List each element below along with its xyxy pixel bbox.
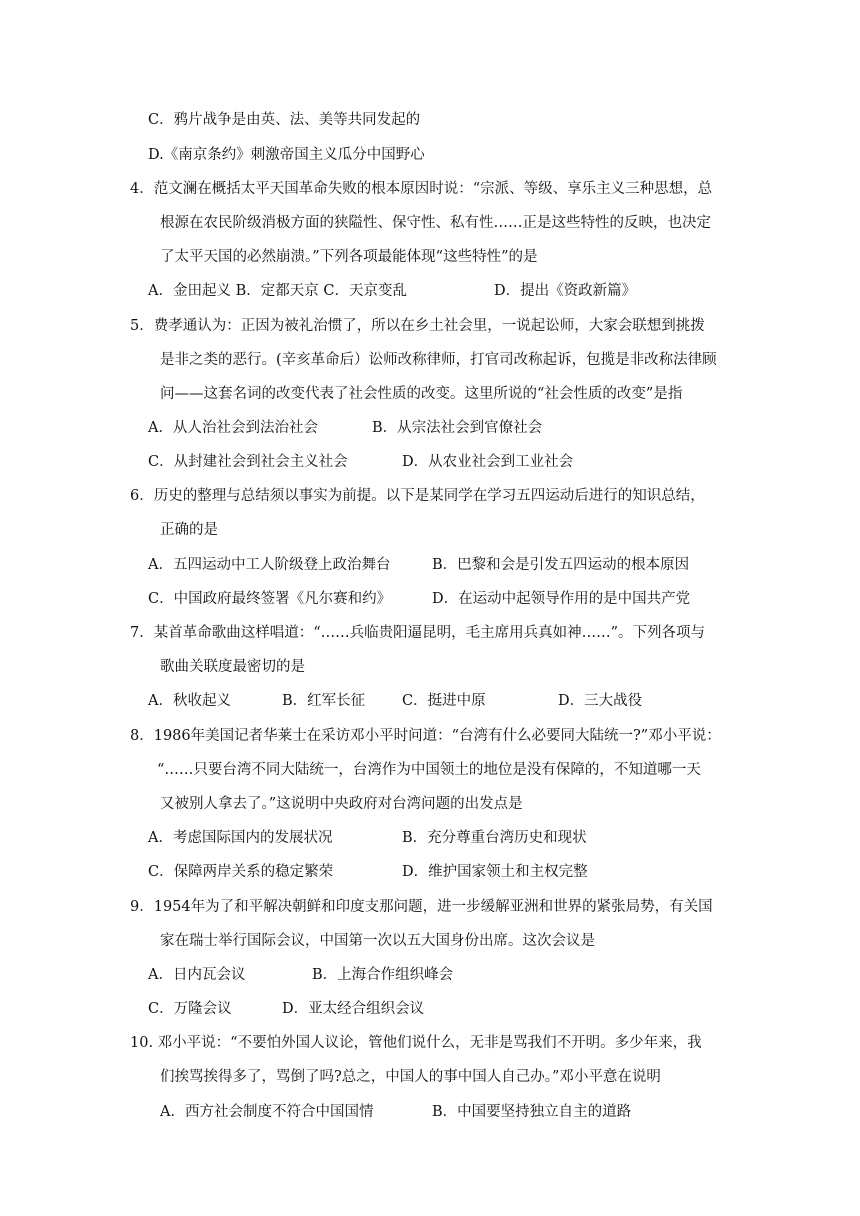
q8-option-a: A．考虑国际国内的发展状况 bbox=[148, 830, 333, 846]
q9-stem-line-1: 9．1954年为了和平解决朝鲜和印度支那问题，进一步缓解亚洲和世界的紧张局势，有关国 bbox=[130, 899, 713, 915]
q9-option-a: A．日内瓦会议 bbox=[148, 967, 246, 983]
q6-stem-line-1: 6．历史的整理与总结须以事实为前提。以下是某同学在学习五四运动后进行的知识总结， bbox=[130, 488, 705, 504]
q9-option-b: B．上海合作组织峰会 bbox=[312, 967, 454, 983]
q7-option-b: B．红军长征 bbox=[282, 693, 366, 709]
q7-option-a: A．秋收起义 bbox=[148, 693, 231, 709]
q10-option-a: A．西方社会制度不符合中国国情 bbox=[160, 1104, 374, 1120]
q5-option-d: D．从农业社会到工业社会 bbox=[402, 454, 574, 470]
q3-option-d: D.《南京条约》刺激帝国主义瓜分中国野心 bbox=[148, 147, 425, 163]
q5-option-b: B．从宗法社会到官僚社会 bbox=[372, 420, 543, 436]
q5-stem-line-1: 5．费孝通认为：正因为被礼治惯了，所以在乡土社会里，一说起讼师，大家会联想到挑拨 bbox=[130, 318, 705, 334]
q8-option-b: B．充分尊重台湾历史和现状 bbox=[402, 830, 587, 846]
q10-option-b: B．中国要坚持独立自主的道路 bbox=[432, 1104, 632, 1120]
q4-stem-line-3: 了太平天国的必然崩溃。”下列各项最能体现“这些特性”的是 bbox=[160, 249, 538, 265]
q6-stem-line-2: 正确的是 bbox=[160, 522, 218, 538]
q6-option-d: D．在运动中起领导作用的是中国共产党 bbox=[432, 591, 691, 607]
q7-option-d: D．三大战役 bbox=[558, 693, 643, 709]
q3-option-c: C．鸦片战争是由英、法、美等共同发起的 bbox=[148, 112, 421, 128]
q5-option-a: A．从人治社会到法治社会 bbox=[148, 420, 318, 436]
q8-stem-line-2: “……只要台湾不同大陆统一，台湾作为中国领土的地位是没有保障的，不知道哪一天 bbox=[157, 762, 701, 778]
q9-option-c: C．万隆会议 bbox=[148, 1001, 232, 1017]
q10-stem-line-1: 10. 邓小平说：“不要怕外国人议论，管他们说什么，无非是骂我们不开明。多少年来，我 bbox=[130, 1035, 702, 1051]
q4-option-d: D．提出《资政新篇》 bbox=[494, 283, 637, 299]
q8-option-d: D．维护国家领土和主权完整 bbox=[402, 864, 588, 880]
q8-option-c: C．保障两岸关系的稳定繁荣 bbox=[148, 864, 334, 880]
q7-stem-line-2: 歌曲关联度最密切的是 bbox=[160, 659, 305, 675]
q6-option-b: B．巴黎和会是引发五四运动的根本原因 bbox=[432, 557, 690, 573]
q5-stem-line-3: 问——这套名词的改变代表了社会性质的改变。这里所说的“社会性质的改变”是指 bbox=[160, 386, 683, 402]
q5-stem-line-2: 是非之类的恶行。(辛亥革命后）讼师改称律师，打官司改称起诉，包揽是非改称法律顾 bbox=[160, 352, 717, 368]
q6-option-a: A．五四运动中工人阶级登上政治舞台 bbox=[148, 557, 391, 573]
q7-option-c: C．挺进中原 bbox=[402, 693, 486, 709]
q4-stem-line-2: 根源在农民阶级消极方面的狭隘性、保守性、私有性……正是这些特性的反映，也决定 bbox=[160, 215, 711, 231]
q5-option-c: C．从封建社会到社会主义社会 bbox=[148, 454, 348, 470]
q8-stem-line-3: 又被别人拿去了。”这说明中央政府对台湾问题的出发点是 bbox=[160, 796, 523, 812]
q9-option-d: D．亚太经合组织会议 bbox=[282, 1001, 425, 1017]
q4-options-abc: A．金田起义 B．定都天京 C．天京变乱 bbox=[148, 283, 407, 299]
q9-stem-line-2: 家在瑞士举行国际会议，中国第一次以五大国身份出席。这次会议是 bbox=[160, 933, 595, 949]
q10-stem-line-2: 们挨骂挨得多了，骂倒了吗?总之，中国人的事中国人自己办。”邓小平意在说明 bbox=[160, 1069, 661, 1085]
q6-option-c: C．中国政府最终签署《凡尔赛和约》 bbox=[148, 591, 392, 607]
q7-stem-line-1: 7．某首革命歌曲这样唱道：“……兵临贵阳逼昆明，毛主席用兵真如神……”。下列各项与 bbox=[130, 625, 706, 641]
q4-stem-line-1: 4．范文澜在概括太平天国革命失败的根本原因时说：“宗派、等级、享乐主义三种思想，总 bbox=[130, 181, 713, 197]
q8-stem-line-1: 8．1986年美国记者华莱士在采访邓小平时问道：“台湾有什么必要同大陆统一?”邓小平说： bbox=[130, 728, 721, 744]
